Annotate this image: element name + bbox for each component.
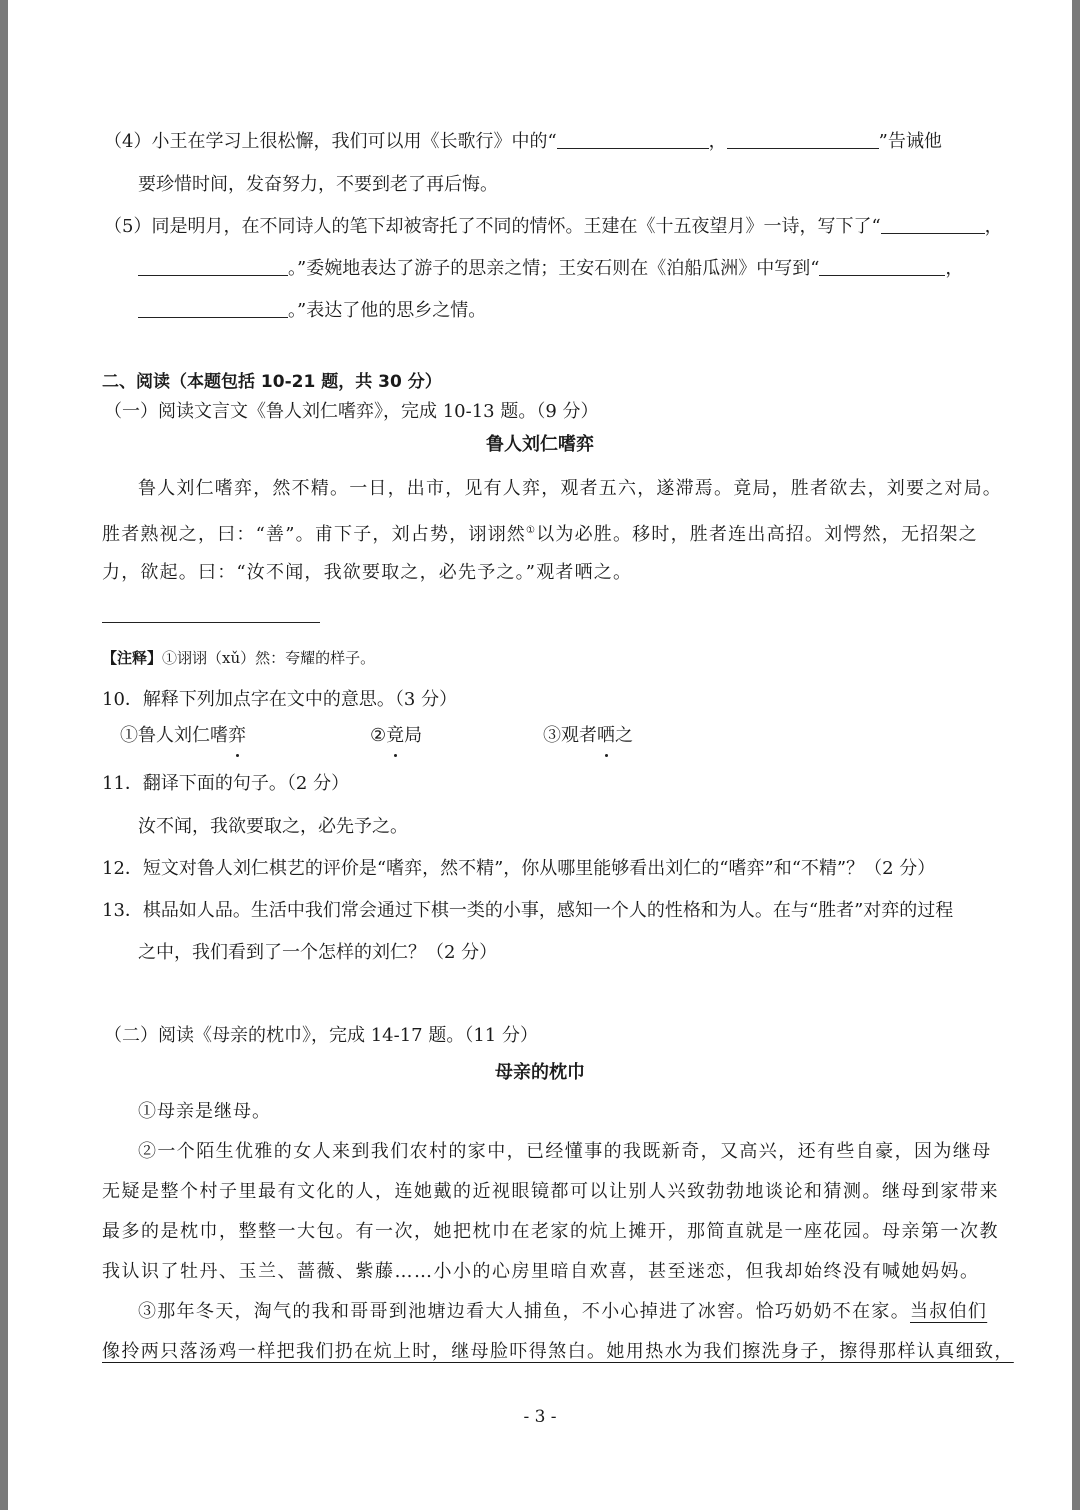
q4-line-2: 要珍惜时间，发奋努力，不要到老了再后悔。	[138, 174, 498, 195]
q11-prompt: 11．翻译下面的句子。（2 分）	[102, 773, 350, 794]
answer-blank	[138, 257, 288, 276]
answer-blank	[557, 130, 709, 149]
q5-line-1: （5）同是明月，在不同诗人的笔下却被寄托了不同的情怀。王建在《十五夜望月》一诗，写下了“ ，	[104, 216, 1003, 237]
footnote-divider	[102, 622, 320, 623]
q13-prompt: 13．棋品如人品。生活中我们常会通过下棋一类的小事，感知一个人的性格和为人。在与“胜者”对弈的过程	[102, 900, 954, 921]
answer-blank	[819, 257, 945, 276]
passage-1-line: 力，欲起。曰：“汝不闻，我欲要取之，必先予之。”观者哂之。	[102, 562, 633, 583]
part-2-title: 母亲的枕巾	[495, 1062, 585, 1083]
part-1-title: 鲁人刘仁嗜弈	[486, 434, 594, 455]
passage-2-line: ③那年冬天，淘气的我和哥哥到池塘边看大人捕鱼，不小心掉进了冰窖。恰巧奶奶不在家。当叔伯们	[138, 1301, 988, 1322]
passage-2-line: ①母亲是继母。	[138, 1101, 271, 1122]
q10-option-2: ②竟局	[370, 725, 423, 746]
q10-option-1: ①鲁人刘仁嗜弈	[120, 725, 246, 746]
passage-1-line: 胜者熟视之，曰：“善”。甫下子，刘占势，诩诩然①以为必胜。移时，胜者连出高招。刘愕然，无招架之	[102, 524, 978, 545]
q12-prompt: 12．短文对鲁人刘仁棋艺的评价是“嗜弈，然不精”，你从哪里能够看出刘仁的“嗜弈”和“不精”？（2 分）	[102, 858, 936, 879]
q10-option-3: ③观者哂之	[543, 725, 633, 746]
passage-2-underlined-line: 像拎两只落汤鸡一样把我们扔在炕上时，继母脸吓得煞白。她用热水为我们擦洗身子，擦得那样认真细致，	[102, 1341, 1014, 1362]
q5-line-2: 。”委婉地表达了游子的思亲之情；王安石则在《泊船瓜洲》中写到“ ，	[138, 257, 963, 281]
passage-2-line: ②一个陌生优雅的女人来到我们农村的家中，已经懂事的我既新奇，又高兴，还有些自豪，因为继母	[138, 1141, 992, 1162]
q11-sentence: 汝不闻，我欲要取之，必先予之。	[138, 816, 408, 837]
footnote: 【注释】①诩诩（xǔ）然：夸耀的样子。	[102, 649, 376, 667]
passage-2-line: 无疑是整个村子里最有文化的人，连她戴的近视眼镜都可以让别人兴致勃勃地谈论和猜测。继母到家带来	[102, 1181, 999, 1202]
part-1-instruction: （一）阅读文言文《鲁人刘仁嗜弈》，完成 10-13 题。（9 分）	[104, 401, 599, 422]
part-2-instruction: （二）阅读《母亲的枕巾》，完成 14-17 题。（11 分）	[104, 1025, 538, 1046]
passage-2-line: 最多的是枕巾，整整一大包。有一次，她把枕巾在老家的炕上摊开，那简直就是一座花园。母亲第一次教	[102, 1221, 999, 1242]
passage-1-line: 鲁人刘仁嗜弈，然不精。一日，出市，见有人弈，观者五六，遂滞焉。竟局，胜者欲去，刘要之对局。	[138, 478, 1002, 499]
passage-2-line: 我认识了牡丹、玉兰、蔷薇、紫藤……小小的心房里暗自欢喜，甚至迷恋，但我却始终没有喊她妈妈。	[102, 1261, 980, 1282]
answer-blank	[727, 130, 879, 149]
underlined-text: 当叔伯们	[910, 1301, 988, 1322]
q5-line-3: 。”表达了他的思乡之情。	[138, 299, 486, 323]
q4-line-1: （4）小王在学习上很松懈，我们可以用《长歌行》中的“ ， ”告诫他	[104, 131, 942, 152]
section-2-heading: 二、阅读（本题包括 10-21 题，共 30 分）	[102, 372, 442, 392]
answer-blank	[881, 215, 985, 234]
q10-prompt: 10．解释下列加点字在文中的意思。（3 分）	[102, 689, 458, 710]
exam-page	[8, 0, 1072, 1510]
q13-prompt: 之中，我们看到了一个怎样的刘仁？（2 分）	[138, 942, 498, 963]
page-number: - 3 -	[523, 1407, 557, 1427]
answer-blank	[138, 299, 288, 318]
